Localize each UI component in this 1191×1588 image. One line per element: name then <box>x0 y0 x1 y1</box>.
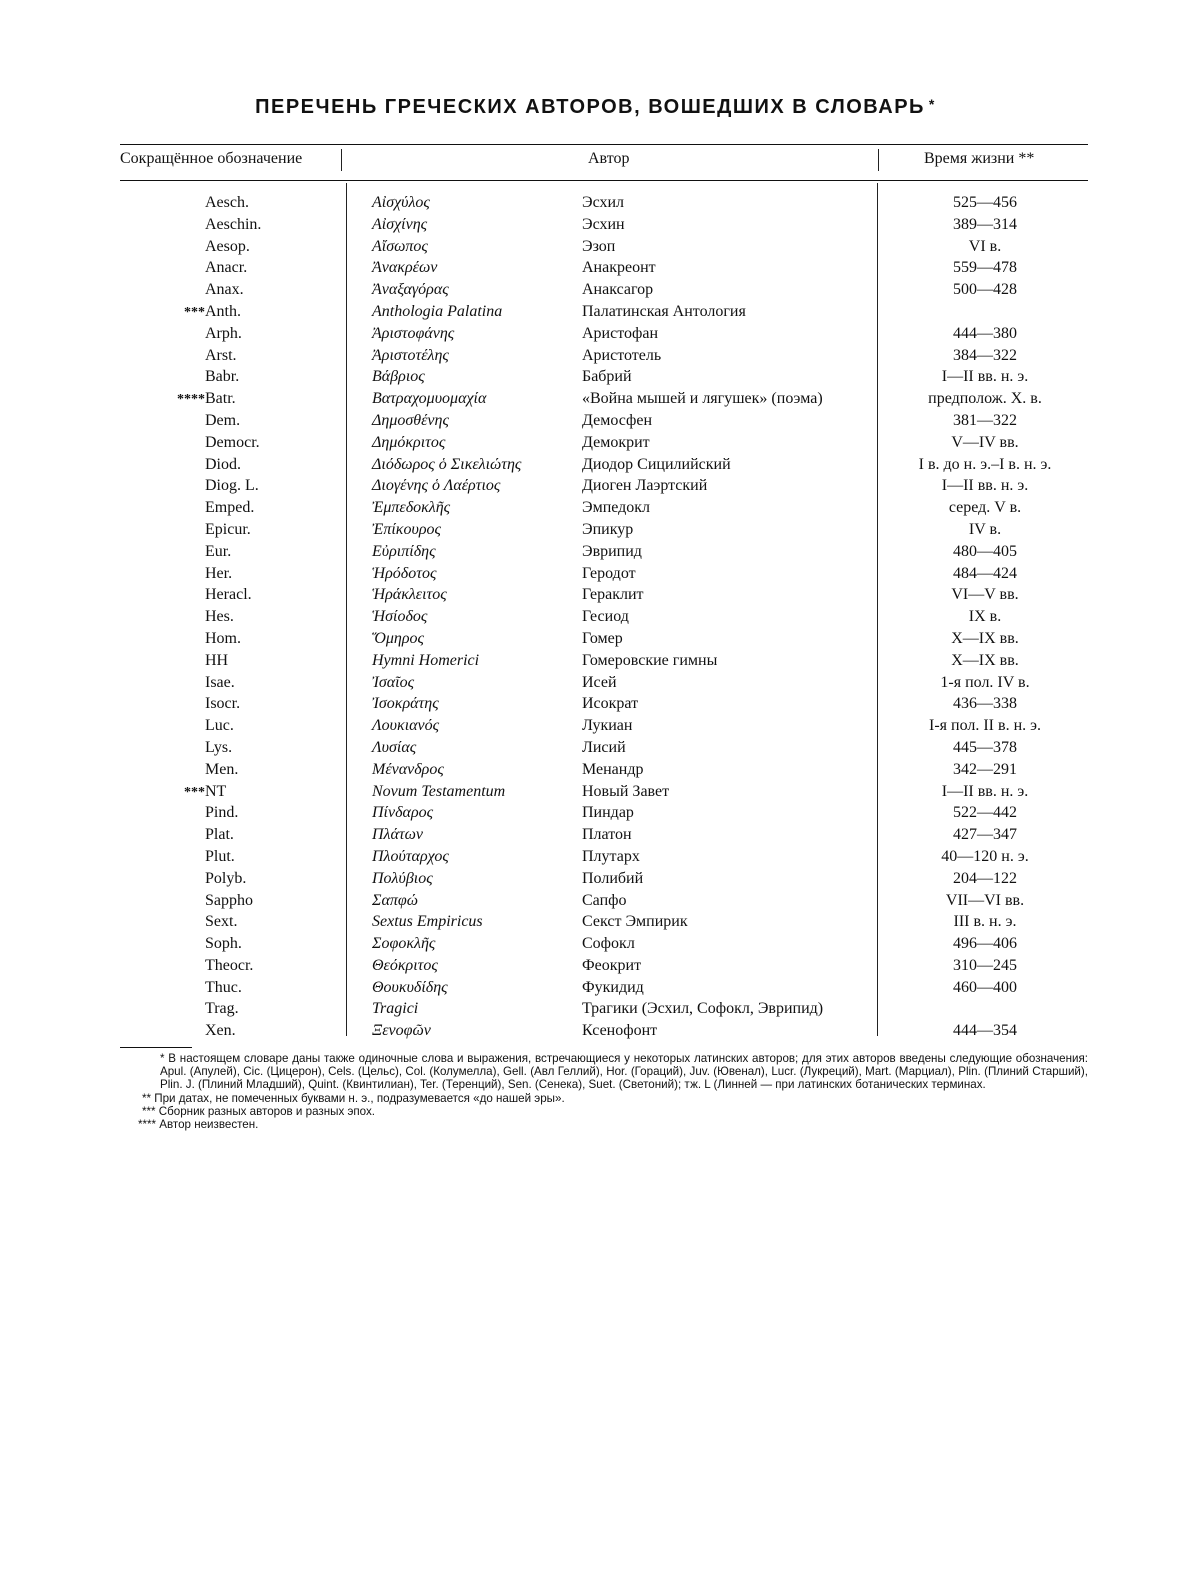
russian-name: Анаксагор <box>582 281 654 299</box>
russian-name: Эсхил <box>582 194 624 211</box>
abbr-cell <box>0 693 330 716</box>
abbreviation: Theocr. <box>205 956 254 974</box>
abbreviation: Hom. <box>205 629 241 647</box>
table-row <box>0 366 1191 388</box>
russian-name: Трагики (Эсхил, Софокл, Эврипид) <box>582 1000 824 1018</box>
lifetime: I в. до н. э.–I в. н. э. <box>918 455 1052 473</box>
russian-name: Палатинская Антология <box>582 302 746 320</box>
table-row <box>0 759 1191 781</box>
abbr-cell <box>0 584 330 607</box>
lifetime: I—II вв. н. э. <box>941 368 1029 386</box>
original-name: Ἡρόδοτος <box>372 564 437 582</box>
original-name: Anthologia Palatina <box>372 302 503 320</box>
abbr-cell <box>0 890 330 913</box>
original-name: Θουκυδίδης <box>372 978 448 996</box>
table-row <box>0 432 1191 454</box>
abbr-cell <box>0 650 330 673</box>
russian-name: Исей <box>582 673 617 691</box>
abbreviation: Anacr. <box>205 259 248 277</box>
abbreviation: Aesop. <box>205 237 250 255</box>
russian-name: Эсхин <box>582 215 625 233</box>
russian-name: «Война мышей и лягушек» (поэма) <box>582 390 823 408</box>
russian-name: Диоген Лаэртский <box>582 477 708 495</box>
lifetime: 342—291 <box>953 760 1017 778</box>
abbreviation: Aesch. <box>205 194 249 211</box>
lifetime: 496—406 <box>953 935 1017 953</box>
abbreviation: Anax. <box>205 281 244 299</box>
original-name: Ἀριστοφάνης <box>372 324 455 342</box>
abbreviation: Thuc. <box>205 978 242 996</box>
russian-name: Ксенофонт <box>582 1022 658 1040</box>
table-row <box>0 802 1191 824</box>
title-footnote-mark: * <box>928 96 936 112</box>
russian-name: Фукидид <box>582 978 644 996</box>
original-name: Ξενοφῶν <box>372 1022 431 1040</box>
author-note-mark: *** <box>184 304 205 320</box>
original-name: Ἐμπεδοκλῆς <box>372 499 451 517</box>
original-name: Εὐριπίδης <box>372 542 436 560</box>
russian-name: Эмпедокл <box>582 499 651 517</box>
lifetime: 389—314 <box>953 215 1017 233</box>
abbr-cell <box>0 257 330 280</box>
abbreviation: Babr. <box>205 368 240 386</box>
table-row <box>0 955 1191 977</box>
russian-name: Демокрит <box>582 433 650 451</box>
russian-name: Анакреонт <box>582 259 656 277</box>
abbreviation: Emped. <box>205 499 255 517</box>
russian-name: Аристофан <box>582 324 659 342</box>
table-row <box>0 323 1191 345</box>
abbreviation: Hes. <box>205 608 234 626</box>
lifetime: 310—245 <box>953 956 1017 974</box>
abbr-cell <box>0 1020 330 1043</box>
abbreviation: Xen. <box>205 1022 236 1040</box>
original-name: Πλούταρχος <box>372 847 449 865</box>
abbreviation: Arph. <box>205 324 242 342</box>
russian-name: Эзоп <box>582 237 616 255</box>
abbr-cell <box>0 802 330 825</box>
abbr-cell <box>0 301 330 324</box>
original-name: Μένανδρος <box>372 760 444 778</box>
footnote-3: *** Сборник разных авторов и разных эпох. <box>142 1104 375 1118</box>
abbreviation: Diod. <box>205 455 241 473</box>
lifetime: X—IX вв. <box>951 651 1019 669</box>
table-row <box>0 410 1191 432</box>
lifetime: 204—122 <box>953 869 1017 887</box>
table-row <box>0 890 1191 912</box>
original-name: Διόδωρος ὁ Σικελιώτης <box>372 455 522 473</box>
original-name: Βατραχομυομαχία <box>372 390 487 408</box>
table-row <box>0 628 1191 650</box>
russian-name: Эпикур <box>582 520 634 538</box>
original-name: Πολύβιος <box>372 869 433 887</box>
lifetime: 444—380 <box>953 324 1017 342</box>
lifetime: 40—120 н. э. <box>941 847 1029 865</box>
lifetime: 1-я пол. IV в. <box>940 673 1030 691</box>
lifetime: 381—322 <box>953 411 1017 429</box>
lifetime: X—IX вв. <box>951 629 1019 647</box>
original-name: Διογένης ὁ Λαέρτιος <box>372 477 501 495</box>
table-row <box>0 388 1191 410</box>
lifetime: 500—428 <box>953 281 1017 299</box>
abbreviation: Aeschin. <box>205 215 262 233</box>
russian-name: Гомеровские гимны <box>582 651 718 669</box>
lifetime: 427—347 <box>953 826 1017 844</box>
author-note-mark: **** <box>177 392 205 408</box>
table-row <box>0 781 1191 803</box>
original-name: Δημόκριτος <box>372 433 446 451</box>
lifetime: 522—442 <box>953 804 1017 822</box>
table-row <box>0 541 1191 563</box>
russian-name: Гомер <box>582 629 623 647</box>
abbreviation: Polyb. <box>205 869 247 887</box>
abbr-cell <box>0 388 330 411</box>
abbr-cell <box>0 628 330 651</box>
russian-name: Платон <box>582 826 632 844</box>
table-row <box>0 672 1191 694</box>
abbr-cell <box>0 672 330 695</box>
abbr-cell <box>0 824 330 847</box>
table-row <box>0 693 1191 715</box>
table-row <box>0 650 1191 672</box>
title-text: ПЕРЕЧЕНЬ ГРЕЧЕСКИХ АВТОРОВ, ВОШЕДШИХ В СЛОВАРЬ <box>255 96 925 118</box>
table-row <box>0 846 1191 868</box>
table-row <box>0 911 1191 933</box>
abbr-cell <box>0 977 330 1000</box>
lifetime: I-я пол. II в. н. э. <box>929 717 1041 735</box>
header-divider-2 <box>878 149 879 171</box>
table-row <box>0 606 1191 628</box>
original-name: Ἀναξαγόρας <box>372 281 449 299</box>
abbr-cell <box>0 933 330 956</box>
original-name: Σαπφώ <box>372 891 418 909</box>
russian-name: Менандр <box>582 760 644 778</box>
original-name: Hymni Homerici <box>372 651 480 669</box>
russian-name: Полибий <box>582 869 644 887</box>
abbr-cell <box>0 737 330 760</box>
table-row <box>0 584 1191 606</box>
abbr-cell <box>0 955 330 978</box>
lifetime: серед. V в. <box>948 499 1022 517</box>
lifetime: 525—456 <box>953 194 1017 211</box>
lifetime: 484—424 <box>953 564 1017 582</box>
table-row <box>0 933 1191 955</box>
abbr-cell <box>0 998 330 1021</box>
original-name: Λουκιανός <box>372 717 440 735</box>
abbreviation: Isae. <box>205 673 235 691</box>
header-lifetime: Время жизни ** <box>924 150 1035 167</box>
russian-name: Софокл <box>582 935 635 953</box>
table-header-rule <box>120 180 1088 181</box>
abbreviation: HH <box>205 651 229 669</box>
abbreviation: Lys. <box>205 738 233 756</box>
footnotes <box>120 1052 1088 1131</box>
abbreviation: Plat. <box>205 826 234 844</box>
russian-name: Гераклит <box>582 586 644 604</box>
abbr-cell <box>0 781 330 804</box>
original-name: Ὅμηρος <box>372 629 425 647</box>
lifetime: 460—400 <box>953 978 1017 996</box>
original-name: Ἐπίκουρος <box>372 520 441 538</box>
abbr-cell <box>0 846 330 869</box>
abbreviation: Her. <box>205 564 233 582</box>
original-name: Ἰσαῖος <box>372 673 415 691</box>
russian-name: Сапфо <box>582 891 627 909</box>
original-name: Δημοσθένης <box>372 411 449 429</box>
footnote-2: ** При датах, не помеченных буквами н. э., подразумевается «до нашей эры». <box>142 1091 565 1105</box>
table-row <box>0 998 1191 1020</box>
header-author: Автор <box>588 150 630 167</box>
original-name: Novum Testamentum <box>372 782 506 800</box>
russian-name: Лисий <box>582 738 626 756</box>
lifetime: 445—378 <box>953 738 1017 756</box>
lifetime: V—IV вв. <box>951 433 1019 451</box>
russian-name: Феокрит <box>582 956 642 974</box>
original-name: Αἰσχίνης <box>372 215 428 233</box>
abbr-cell <box>0 541 330 564</box>
abbreviation: Luc. <box>205 717 234 735</box>
original-name: Βάβριος <box>372 368 425 386</box>
lifetime: 444—354 <box>953 1022 1017 1040</box>
header-divider-1 <box>341 149 342 171</box>
lifetime: 559—478 <box>953 259 1017 277</box>
original-name: Αἰσχύλος <box>372 194 430 211</box>
lifetime: VII—VI вв. <box>945 891 1025 909</box>
table-row <box>0 257 1191 279</box>
table-row <box>0 236 1191 258</box>
russian-name: Бабрий <box>582 368 632 386</box>
abbreviation: Trag. <box>205 1000 239 1018</box>
abbreviation: Heracl. <box>205 586 252 604</box>
table-row <box>0 715 1191 737</box>
lifetime: предполож. X. в. <box>928 390 1042 408</box>
abbreviation: Batr. <box>205 390 236 408</box>
original-name: Θεόκριτος <box>372 956 438 974</box>
abbreviation: Plut. <box>205 847 235 865</box>
abbr-cell <box>0 759 330 782</box>
authors-table <box>0 192 1191 1042</box>
abbreviation: Eur. <box>205 542 232 560</box>
table-row <box>0 563 1191 585</box>
lifetime: 384—322 <box>953 346 1017 364</box>
abbr-cell <box>0 192 330 215</box>
header-abbreviation: Сокращённое обозначение <box>120 150 303 167</box>
original-name: Ἡσίοδος <box>372 608 428 626</box>
abbreviation: Democr. <box>205 433 260 451</box>
lifetime: III в. н. э. <box>953 913 1017 931</box>
original-name: Ἡράκλειτος <box>372 586 447 604</box>
abbreviation: NT <box>205 782 227 800</box>
abbr-cell <box>0 279 330 302</box>
original-name: Ἰσοκράτης <box>372 695 439 713</box>
abbreviation: Arst. <box>205 346 237 364</box>
abbr-cell <box>0 214 330 237</box>
original-name: Πίνδαρος <box>372 804 434 822</box>
abbr-cell <box>0 410 330 433</box>
russian-name: Новый Завет <box>582 782 670 800</box>
table-row <box>0 737 1191 759</box>
abbr-cell <box>0 519 330 542</box>
abbreviation: Isocr. <box>205 695 241 713</box>
abbreviation: Diog. L. <box>205 477 259 495</box>
abbreviation: Dem. <box>205 411 241 429</box>
table-row <box>0 824 1191 846</box>
abbreviation: Men. <box>205 760 239 778</box>
abbreviation: Sappho <box>205 891 253 909</box>
abbr-cell <box>0 366 330 389</box>
abbreviation: Pind. <box>205 804 239 822</box>
table-row <box>0 214 1191 236</box>
table-row <box>0 475 1191 497</box>
lifetime: 436—338 <box>953 695 1017 713</box>
abbr-cell <box>0 323 330 346</box>
abbr-cell <box>0 715 330 738</box>
lifetime: VI в. <box>968 237 1002 255</box>
table-row <box>0 345 1191 367</box>
footnote-rule <box>120 1047 192 1048</box>
original-name: Ἀριστοτέλης <box>372 346 449 364</box>
russian-name: Эврипид <box>582 542 642 560</box>
abbr-cell <box>0 236 330 259</box>
table-row <box>0 497 1191 519</box>
footnote-1: * В настоящем словаре даны также одиночные слова и выражения, встречающиеся у некоторых латинских авторов; для этих авторов введены следующие обозначения: Apul. (Апулей), Cic. (Цицерон), Cels. (Цельс), Col. (Колумелла), Gell. (Авл Геллий), Hor. (Гораций), Juv. (Ювенал), Lucr. (Лукреций), Mart. (Марциал), Plin. (Плиний Старший), Plin. J. (Плиний Младший), Quint. (Квинтилиан), Ter. (Теренций), Sen. (Сенека), Suet. (Светоний); тж. L (Линней — при латинских ботанических терминах. <box>160 1052 1088 1092</box>
lifetime: I—II вв. н. э. <box>941 477 1029 495</box>
footnote-4: **** Автор неизвестен. <box>138 1118 259 1132</box>
abbr-cell <box>0 911 330 934</box>
table-top-rule <box>120 144 1088 145</box>
table-row <box>0 192 1191 214</box>
russian-name: Лукиан <box>582 717 633 735</box>
table-row <box>0 1020 1191 1042</box>
abbr-cell <box>0 606 330 629</box>
page-title <box>0 96 1191 119</box>
author-note-mark: *** <box>184 784 205 800</box>
table-row <box>0 868 1191 890</box>
abbr-cell <box>0 345 330 368</box>
russian-name: Диодор Сицилийский <box>582 455 731 473</box>
abbr-cell <box>0 497 330 520</box>
russian-name: Секст Эмпирик <box>582 913 688 931</box>
abbreviation: Sext. <box>205 913 238 931</box>
original-name: Πλάτων <box>372 826 424 844</box>
table-row <box>0 977 1191 999</box>
russian-name: Гесиод <box>582 608 629 626</box>
russian-name: Плутарх <box>582 847 640 865</box>
lifetime: IX в. <box>968 608 1002 626</box>
original-name: Σοφοκλῆς <box>372 935 436 953</box>
abbr-cell <box>0 454 330 477</box>
russian-name: Демосфен <box>582 411 653 429</box>
russian-name: Аристотель <box>582 346 662 364</box>
original-name: Αἴσωπος <box>372 237 428 255</box>
table-row <box>0 454 1191 476</box>
original-name: Tragici <box>372 1000 419 1018</box>
abbr-cell <box>0 868 330 891</box>
lifetime: 480—405 <box>953 542 1017 560</box>
russian-name: Исократ <box>582 695 639 713</box>
original-name: Λυσίας <box>372 738 417 756</box>
abbreviation: Soph. <box>205 935 242 953</box>
russian-name: Геродот <box>582 564 636 582</box>
abbreviation: Epicur. <box>205 520 251 538</box>
table-row <box>0 279 1191 301</box>
original-name: Ἀνακρέων <box>372 259 438 277</box>
lifetime: VI—V вв. <box>951 586 1019 604</box>
lifetime: IV в. <box>968 520 1002 538</box>
abbr-cell <box>0 432 330 455</box>
lifetime: I—II вв. н. э. <box>941 782 1029 800</box>
table-row <box>0 301 1191 323</box>
original-name: Sextus Empiricus <box>372 913 483 931</box>
abbr-cell <box>0 475 330 498</box>
abbr-cell <box>0 563 330 586</box>
russian-name: Пиндар <box>582 804 634 822</box>
abbreviation: Anth. <box>205 302 241 320</box>
table-row <box>0 519 1191 541</box>
